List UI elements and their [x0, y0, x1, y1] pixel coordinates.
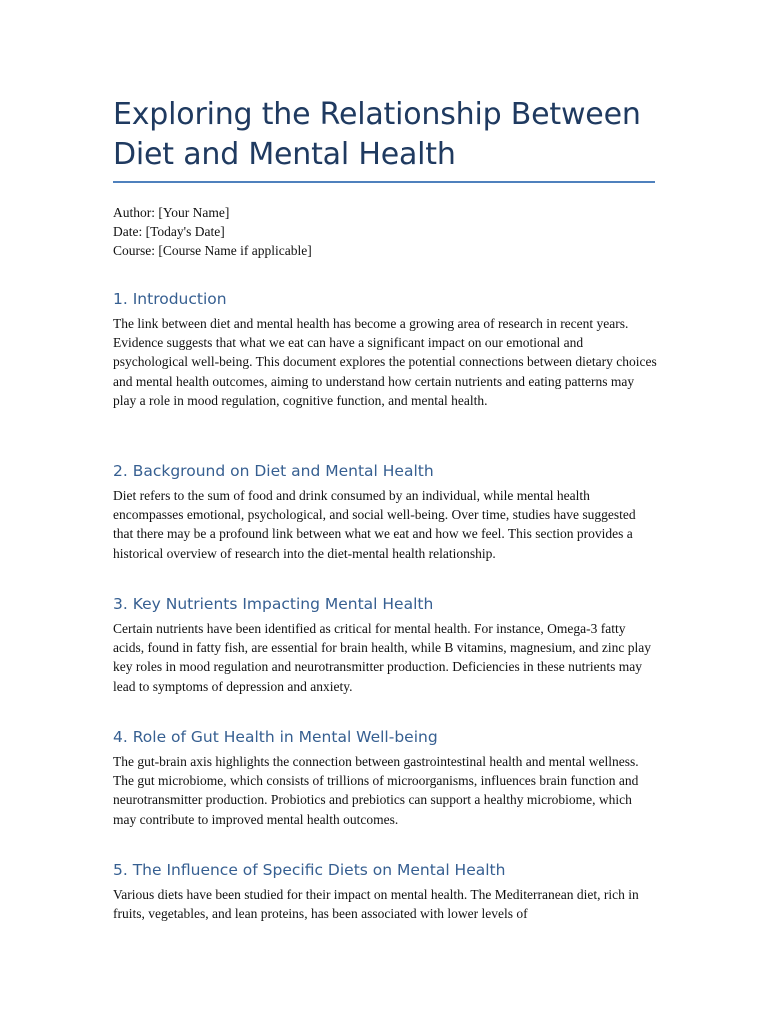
- section-specific-diets: [113, 859, 658, 923]
- course-line: Course: [Course Name if applicable]: [113, 243, 312, 258]
- section-heading: 2. Background on Diet and Mental Health: [113, 462, 434, 480]
- section-paragraph: Certain nutrients have been identified as critical for mental health. For instance, Omega-3 fatty acids, found in fatty fish, are essential for brain health, while B vitamins, magnesium, and zinc play key roles in mood regulation and neurotransmitter production. Deficiencies in these nutrients may lead to symptoms of depression and anxiety.: [113, 621, 651, 694]
- document-title-line-1: Exploring the Relationship Between: [113, 97, 641, 132]
- document-title: [113, 0, 658, 175]
- author-line: Author: [Your Name]: [113, 205, 230, 220]
- section-key-nutrients: [113, 593, 658, 696]
- section-heading: 3. Key Nutrients Impacting Mental Health: [113, 595, 434, 613]
- section-paragraph: Diet refers to the sum of food and drink consumed by an individual, while mental health encompasses emotional, psychological, and social well-being. Over time, studies have suggested that there may be a profound link between what we eat and how we feel. This section provides a historical overview of research into the diet-mental health relationship.: [113, 488, 636, 561]
- document-meta: [113, 203, 658, 260]
- section-gut-health: [113, 726, 658, 829]
- title-divider: [113, 181, 655, 183]
- section-heading: 1. Introduction: [113, 290, 227, 308]
- section-paragraph: The gut-brain axis highlights the connection between gastrointestinal health and mental wellness. The gut microbiome, which consists of trillions of microorganisms, influences brain function and neurotransmitter production. Probiotics and prebiotics can support a healthy microbiome, which may contribute to improved mental health outcomes.: [113, 754, 639, 827]
- section-heading: 5. The Influence of Specific Diets on Mental Health: [113, 861, 506, 879]
- date-line: Date: [Today's Date]: [113, 224, 225, 239]
- section-paragraph: Various diets have been studied for their impact on mental health. The Mediterranean diet, rich in fruits, vegetables, and lean proteins, has been associated with lower levels of: [113, 887, 639, 922]
- document-title-line-2: Diet and Mental Health: [113, 137, 456, 172]
- document-page: [113, 0, 658, 922]
- section-background: [113, 460, 658, 563]
- section-heading: 4. Role of Gut Health in Mental Well-being: [113, 728, 438, 746]
- section-paragraph: The link between diet and mental health has become a growing area of research in recent years. Evidence suggests that what we eat can have a significant impact on our emotional and psychological well-being. This document explores the potential connections between dietary choices and mental health outcomes, aiming to understand how certain nutrients and eating patterns may play a role in mood regulation, cognitive function, and mental health.: [113, 316, 657, 408]
- section-introduction: [113, 288, 658, 410]
